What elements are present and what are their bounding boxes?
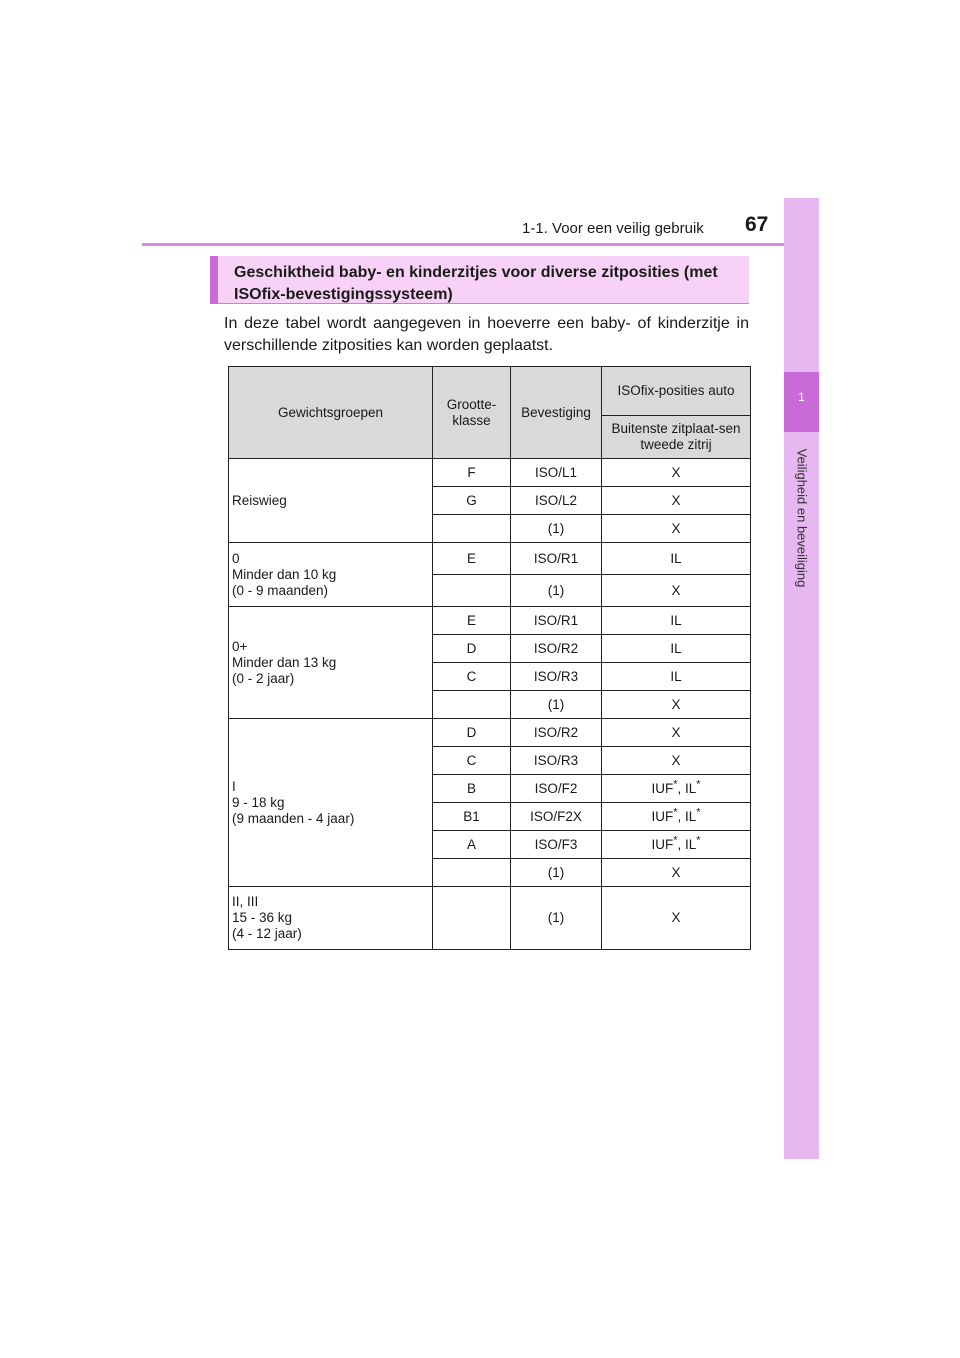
position-value-cell: X xyxy=(602,575,751,607)
size-class-cell xyxy=(433,515,511,543)
fixture-cell: ISO/R3 xyxy=(511,747,602,775)
size-class-cell: F xyxy=(433,459,511,487)
position-value-cell: IL xyxy=(602,635,751,663)
size-class-cell xyxy=(433,575,511,607)
side-tab-chapter-number: 1 xyxy=(798,390,805,404)
position-value-cell: IL xyxy=(602,607,751,635)
size-class-cell: C xyxy=(433,747,511,775)
position-value-cell: IUF*, IL* xyxy=(602,775,751,803)
position-value-cell: X xyxy=(602,719,751,747)
size-class-cell: D xyxy=(433,635,511,663)
fixture-cell: (1) xyxy=(511,859,602,887)
table-row xyxy=(229,607,751,635)
position-value-cell: X xyxy=(602,487,751,515)
fixture-cell: ISO/L2 xyxy=(511,487,602,515)
position-value-cell: IUF*, IL* xyxy=(602,831,751,859)
fixture-cell: ISO/F2X xyxy=(511,803,602,831)
header-outer-rear-seats: Buitenste zitplaat-sen tweede zitrij xyxy=(602,416,751,459)
chapter-title: 1-1. Voor een veilig gebruik xyxy=(522,220,704,237)
position-value-cell: X xyxy=(602,859,751,887)
size-class-cell xyxy=(433,887,511,950)
section-heading-box xyxy=(210,256,749,304)
weight-group-label: II, III 15 - 36 kg (4 - 12 jaar) xyxy=(229,887,433,950)
size-class-cell: B1 xyxy=(433,803,511,831)
size-class-cell: E xyxy=(433,543,511,575)
weight-group-label: I 9 - 18 kg (9 maanden - 4 jaar) xyxy=(229,719,433,887)
page-number: 67 xyxy=(745,213,769,236)
fixture-cell: ISO/F3 xyxy=(511,831,602,859)
side-tab-label: Veiligheid en beveiliging xyxy=(794,448,810,588)
header-weight-groups: Gewichtsgroepen xyxy=(229,367,433,459)
table-row xyxy=(229,719,751,747)
position-value-cell: IL xyxy=(602,543,751,575)
size-class-cell: E xyxy=(433,607,511,635)
weight-group-label: 0 Minder dan 10 kg (0 - 9 maanden) xyxy=(229,543,433,607)
table-row xyxy=(229,459,751,487)
fixture-cell: ISO/R2 xyxy=(511,635,602,663)
header-rule xyxy=(142,243,785,246)
fixture-cell: ISO/R1 xyxy=(511,543,602,575)
position-value-cell: X xyxy=(602,515,751,543)
size-class-cell: C xyxy=(433,663,511,691)
position-value-cell: IUF*, IL* xyxy=(602,803,751,831)
size-class-cell: B xyxy=(433,775,511,803)
size-class-cell: A xyxy=(433,831,511,859)
section-title: Geschiktheid baby- en kinderzitjes voor diverse zitposities (met ISOfix-bevestigingssysteem) xyxy=(234,264,718,303)
position-value-cell: X xyxy=(602,747,751,775)
size-class-cell: D xyxy=(433,719,511,747)
fixture-cell: ISO/R3 xyxy=(511,663,602,691)
header-isofix-positions: ISOfix-posities auto xyxy=(602,367,751,416)
weight-group-label: Reiswieg xyxy=(229,459,433,543)
fixture-cell: ISO/L1 xyxy=(511,459,602,487)
fixture-cell: (1) xyxy=(511,515,602,543)
size-class-cell xyxy=(433,859,511,887)
header-fixture: Bevestiging xyxy=(511,367,602,459)
fixture-cell: (1) xyxy=(511,691,602,719)
fixture-cell: ISO/F2 xyxy=(511,775,602,803)
fixture-cell: (1) xyxy=(511,575,602,607)
position-value-cell: X xyxy=(602,459,751,487)
size-class-cell xyxy=(433,691,511,719)
weight-group-label: 0+ Minder dan 13 kg (0 - 2 jaar) xyxy=(229,607,433,719)
header-size-class: Grootte-klasse xyxy=(433,367,511,459)
fixture-cell: ISO/R2 xyxy=(511,719,602,747)
side-tab xyxy=(784,198,819,1159)
table-row xyxy=(229,887,751,950)
intro-paragraph: In deze tabel wordt aangegeven in hoeverre een baby- of kinderzitje in verschillende zitposities kan worden geplaatst. xyxy=(224,315,749,354)
size-class-cell: G xyxy=(433,487,511,515)
position-value-cell: X xyxy=(602,691,751,719)
isofix-compatibility-table xyxy=(228,366,751,950)
fixture-cell: (1) xyxy=(511,887,602,950)
position-value-cell: X xyxy=(602,887,751,950)
fixture-cell: ISO/R1 xyxy=(511,607,602,635)
position-value-cell: IL xyxy=(602,663,751,691)
table-row xyxy=(229,543,751,575)
